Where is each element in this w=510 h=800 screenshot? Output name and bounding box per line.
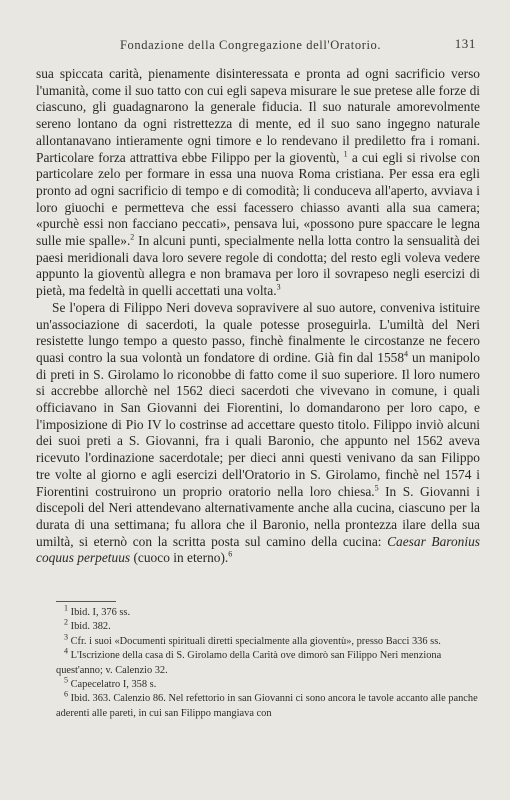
footnote-ref-2: 2 xyxy=(130,232,135,242)
footnote-text: Capecelatro I, 358 s. xyxy=(70,679,157,691)
footnote-text: L'Iscrizione della casa di S. Girolamo della Carità ove dimorò san Filippo Neri menziona quest'anno; v. Calenzio 32. xyxy=(56,650,442,676)
paragraph-1 xyxy=(36,66,480,300)
kitchen-inscription: Caesar Baronius coquus perpetuus xyxy=(36,533,480,566)
running-title: Fondazione della Congregazione dell'Oratorio. xyxy=(120,38,382,52)
footnote-number: 3 xyxy=(64,632,68,642)
footnote-number: 1 xyxy=(64,603,68,613)
footnote-number: 5 xyxy=(64,675,68,685)
footnote-separator xyxy=(56,601,116,602)
footnote-ref-1: 1 xyxy=(343,149,348,159)
page-number: 131 xyxy=(454,36,476,51)
footnote-6 xyxy=(56,689,486,721)
paragraph-1-text-3: In alcuni punti, specialmente nella lotta contro la sensualità dei paesi meridionali dava loro severe regole di condotta; del resto egli voleva vedere appunto la gioventù allegra e non bramava per loro il sovrapeso negli esercizi di pietà, ma fedeltà in quelli accettati una volta. xyxy=(36,233,481,299)
footnote-1 xyxy=(56,603,486,620)
footnote-ref-6: 6 xyxy=(228,549,233,559)
footnote-number: 6 xyxy=(64,689,68,699)
paragraph-2-text-2: un manipolo di preti in S. Girolamo lo riconobbe di fatto come il suo superiore. Il loro numero si accrebbe allorchè nel 1562 dieci sacerdoti che vivevano in comune, i quali officiavano in San Giovanni dei Fiorentini, lo domandarono per loro capo, e l'imposizione di Pio IV lo costrinse ad accettare questo titolo. Filippo inviò alcuni dei suoi preti a S. Giovanni, fra i quali Baronio, che appunto nel 1562 aveva ricevuto l'ordinazione sacerdotale; per dieci anni questi venivano da san Filippo tre volte al giorno e agli esercizi dell'Oratorio in S. Girolamo, finchè nel 1574 i Fiorentini costruirono un proprio oratorio nella loro chiesa. xyxy=(36,349,480,499)
paragraph-2 xyxy=(36,300,480,567)
footnote-text: Ibid. I, 376 ss. xyxy=(70,607,131,618)
paragraph-2-text-4: (cuoco in eterno). xyxy=(130,550,229,566)
paragraph-2-text: Se l'opera di Filippo Neri doveva sopravivere al suo autore, conveniva istituire un'associazione di sacerdoti, la quale potesse proseguirla. L'umiltà del Neri resistette lungo tempo a questo passo, finchè finalmente le circostanze ne fecero quasi contro la sua volontà un fondatore di ordine. Già fin dal 1558 xyxy=(36,299,480,365)
main-text xyxy=(36,66,480,567)
paragraph-1-text-2: a cui egli si rivolse con particolare zelo per formare in essa una nuova Roma cristiana. Per essa era egli pronto ad ogni sacrificio di tempo e di comodità; li conduceva all'aperto, avviava i loro giuochi e permetteva che essi facessero chiasso avanti alla sua camera; «purchè essi non facciano peccati», pensava lui, «possono pure spaccare le legna sulle mie spalle». xyxy=(36,149,480,249)
footnote-ref-4: 4 xyxy=(404,349,409,359)
paragraph-1-text: sua spiccata carità, pienamente disinteressata e pronta ad ogni sacrificio verso l'umanità, come il suo tatto con cui egli sapeva misurare le sue pretese alle forze di ciascuno, gli guadagnarono la generale fiducia. Il suo naturale amorevolmente sereno lontano da ogni ristrettezza di mente, ed il suo sano ingegno naturale allontanavano intieramente ogni timore e lo rendevano il prediletto fra i romani. Particolare forza attrattiva ebbe Filippo per la gioventù, xyxy=(36,66,480,165)
footnote-5 xyxy=(56,675,486,692)
footnote-4 xyxy=(56,646,486,678)
footnote-2 xyxy=(56,617,486,634)
footnote-text: Ibid. 382. xyxy=(70,621,111,633)
footnote-3 xyxy=(56,632,486,649)
footnote-number: 2 xyxy=(64,617,68,627)
footnote-text: Ibid. 363. Calenzio 86. Nel refettorio in san Giovanni ci sono ancora le tavole accanto alle panche aderenti alle pareti, in cui san Filippo mangiava con xyxy=(56,693,478,719)
running-header xyxy=(34,34,476,56)
footnote-ref-5: 5 xyxy=(374,483,379,493)
paragraph-2-text-3: In S. Giovanni i discepoli del Neri attendevano alternativamente anche alla cucina, ciascuno per la durata di una settimana; fu allora che il Baronio, nella prontezza ilare della sua umiltà, si eternò con la scritta posta sul camino della cucina: xyxy=(36,483,480,549)
footnote-ref-3: 3 xyxy=(276,282,281,292)
footnote-text: Cfr. i suoi «Documenti spirituali diretti specialmente alla gioventù», presso Bacci 336 ss. xyxy=(70,635,441,647)
footnotes xyxy=(56,603,486,721)
footnote-number: 4 xyxy=(64,646,68,656)
